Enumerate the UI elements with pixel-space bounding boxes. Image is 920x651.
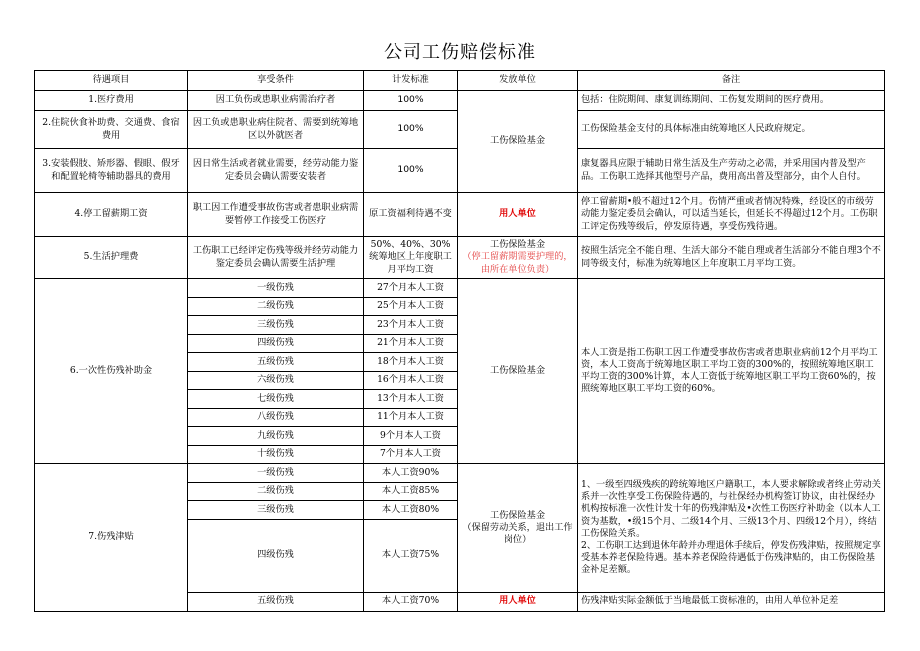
unit-cell: 用人单位 [458,193,578,237]
note-cell: 伤残津贴实际金额低于当地最低工资标准的，由用人单位补足差 [578,592,885,611]
table-header-row [35,71,885,91]
grade-cell: 三级伤残 [188,316,364,335]
header-condition: 享受条件 [188,71,364,91]
condition-cell: 因日常生活或者就业需要，经劳动能力鉴定委员会确认需要安装者 [188,149,364,193]
unit-label: 工伤保险基金 [489,509,546,521]
page-title: 公司工伤赔偿标准 [384,42,536,63]
grade-cell: 十级伤残 [188,445,364,464]
condition-cell: 工伤职工已经评定伤残等级并经劳动能力鉴定委员会确认需要生活护理 [188,237,364,279]
amount-cell: 本人工资80% [364,501,458,520]
grade-cell: 九级伤残 [188,427,364,446]
amount-cell: 9个月本人工资 [364,427,458,446]
note-cell: 1、一级至四级残疾的跨统筹地区户籍职工，本人要求解除或者终止劳动关系并一次性享受工伤保险待遇的，与社保经办机构签订协议，由社保经办机构按标准一次性计发十年的伤残津贴及•次性工伤医疗补助金（以本人工资为基数，•级15个月、二级14个月、三级13个月、四级12个月），终结工伤保险关系。 2、工伤职工达到退休年龄并办理退休手续后，停发伤残津贴，按照规定享受基本养老保险待遇。基本养老保险待遇低于伤残津贴的，由工伤保险基金补足差额。 [578,464,885,593]
amount-cell: 本人工资85% [364,482,458,501]
compensation-table [34,70,885,612]
grade-cell: 五级伤残 [188,592,364,611]
item-cell: 1.医疗费用 [35,91,188,111]
table-row [35,464,885,483]
note-cell: 按照生活完全不能自理、生活大部分不能自理或者生活部分不能自理3个不同等级支付，标准为统筹地区上年度职工月平均工资。 [578,237,885,279]
standard-cell: 100% [364,149,458,193]
grade-cell: 一级伤残 [188,464,364,483]
item-cell: 6.一次性伤残补助金 [35,279,188,464]
amount-cell: 本人工资90% [364,464,458,483]
amount-cell: 23个月本人工资 [364,316,458,335]
unit-cell: 工伤保险基金 [458,91,578,193]
header-item: 待遇项目 [35,71,188,91]
unit-cell [458,464,578,593]
note-cell: 工伤保险基金支付的具体标准由统筹地区人民政府规定。 [578,111,885,149]
standard-cell: 100% [364,91,458,111]
table-row [35,237,885,279]
amount-cell: 13个月本人工资 [364,390,458,409]
table-row [35,279,885,298]
standard-cell: 原工资福利待遇不变 [364,193,458,237]
condition-cell: 因工负或患职业病住院者、需要到统筹地区以外就医者 [188,111,364,149]
amount-cell: 25个月本人工资 [364,297,458,316]
grade-cell: 七级伤残 [188,390,364,409]
condition-cell: 因工负伤或患职业病需治疗者 [188,91,364,111]
unit-note: （停工留薪期需要护理的，由所在单位负责） [462,251,573,275]
unit-cell [458,237,578,279]
unit-cell: 用人单位 [458,592,578,611]
header-standard: 计发标准 [364,71,458,91]
amount-cell: 7个月本人工资 [364,445,458,464]
standard-cell: 50%、40%、30%统筹地区上年度职工月平均工资 [364,237,458,279]
grade-cell: 五级伤残 [188,353,364,372]
grade-cell: 四级伤残 [188,334,364,353]
note-cell: 包括：住院期间、康复训练期间、工伤复发期间的医疗费用。 [578,91,885,111]
item-cell: 4.停工留薪期工资 [35,193,188,237]
header-note: 备注 [578,71,885,91]
note-cell: 停工留薪期•般不超过12个月。伤情严重或者情况特殊，经设区的市级劳动能力鉴定委员会确认，可以适当延长，但延长不得超过12个月。工伤职工评定伤残等级后，停发原待遇，享受伤残待遇。 [578,193,885,237]
amount-cell: 27个月本人工资 [364,279,458,298]
standard-cell: 100% [364,111,458,149]
item-cell: 7.伤残津贴 [35,464,188,612]
amount-cell: 16个月本人工资 [364,371,458,390]
amount-cell: 21个月本人工资 [364,334,458,353]
grade-cell: 六级伤残 [188,371,364,390]
condition-cell: 职工因工作遭受事故伤害或者患职业病需要暂停工作接受工伤医疗 [188,193,364,237]
item-cell: 2.住院伙食补助费、交通费、食宿费用 [35,111,188,149]
unit-note: （保留劳动关系，退出工作岗位） [462,521,573,545]
unit-cell: 工伤保险基金 [458,279,578,464]
table-row [35,193,885,237]
unit-label: 工伤保险基金 [489,239,546,251]
table-row [35,91,885,111]
grade-cell: 二级伤残 [188,297,364,316]
grade-cell: 三级伤残 [188,501,364,520]
grade-cell: 二级伤残 [188,482,364,501]
note-cell: 本人工资是指工伤职工因工作遭受事故伤害或者患职业病前12个月平均工资，本人工资高于统筹地区职工平均工资的300%的，按照统筹地区职工平均工资的300%计算，本人工资低于统筹地区职工平均工资60%的，按照统筹地区职工平均工资的60%。 [578,279,885,464]
item-cell: 5.生活护理费 [35,237,188,279]
grade-cell: 四级伤残 [188,519,364,592]
note-cell: 康复器具应限于辅助日常生活及生产劳动之必需，并采用国内普及型产品。工伤职工选择其他型号产品，费用高出普及型部分，由个人自付。 [578,149,885,193]
grade-cell: 八级伤残 [188,408,364,427]
grade-cell: 一级伤残 [188,279,364,298]
amount-cell: 18个月本人工资 [364,353,458,372]
amount-cell: 11个月本人工资 [364,408,458,427]
item-cell: 3.安装假肢、矫形器、假眼、假牙和配置轮椅等辅助器具的费用 [35,149,188,193]
header-unit: 发放单位 [458,71,578,91]
amount-cell: 本人工资70% [364,592,458,611]
amount-cell: 本人工资75% [364,519,458,592]
